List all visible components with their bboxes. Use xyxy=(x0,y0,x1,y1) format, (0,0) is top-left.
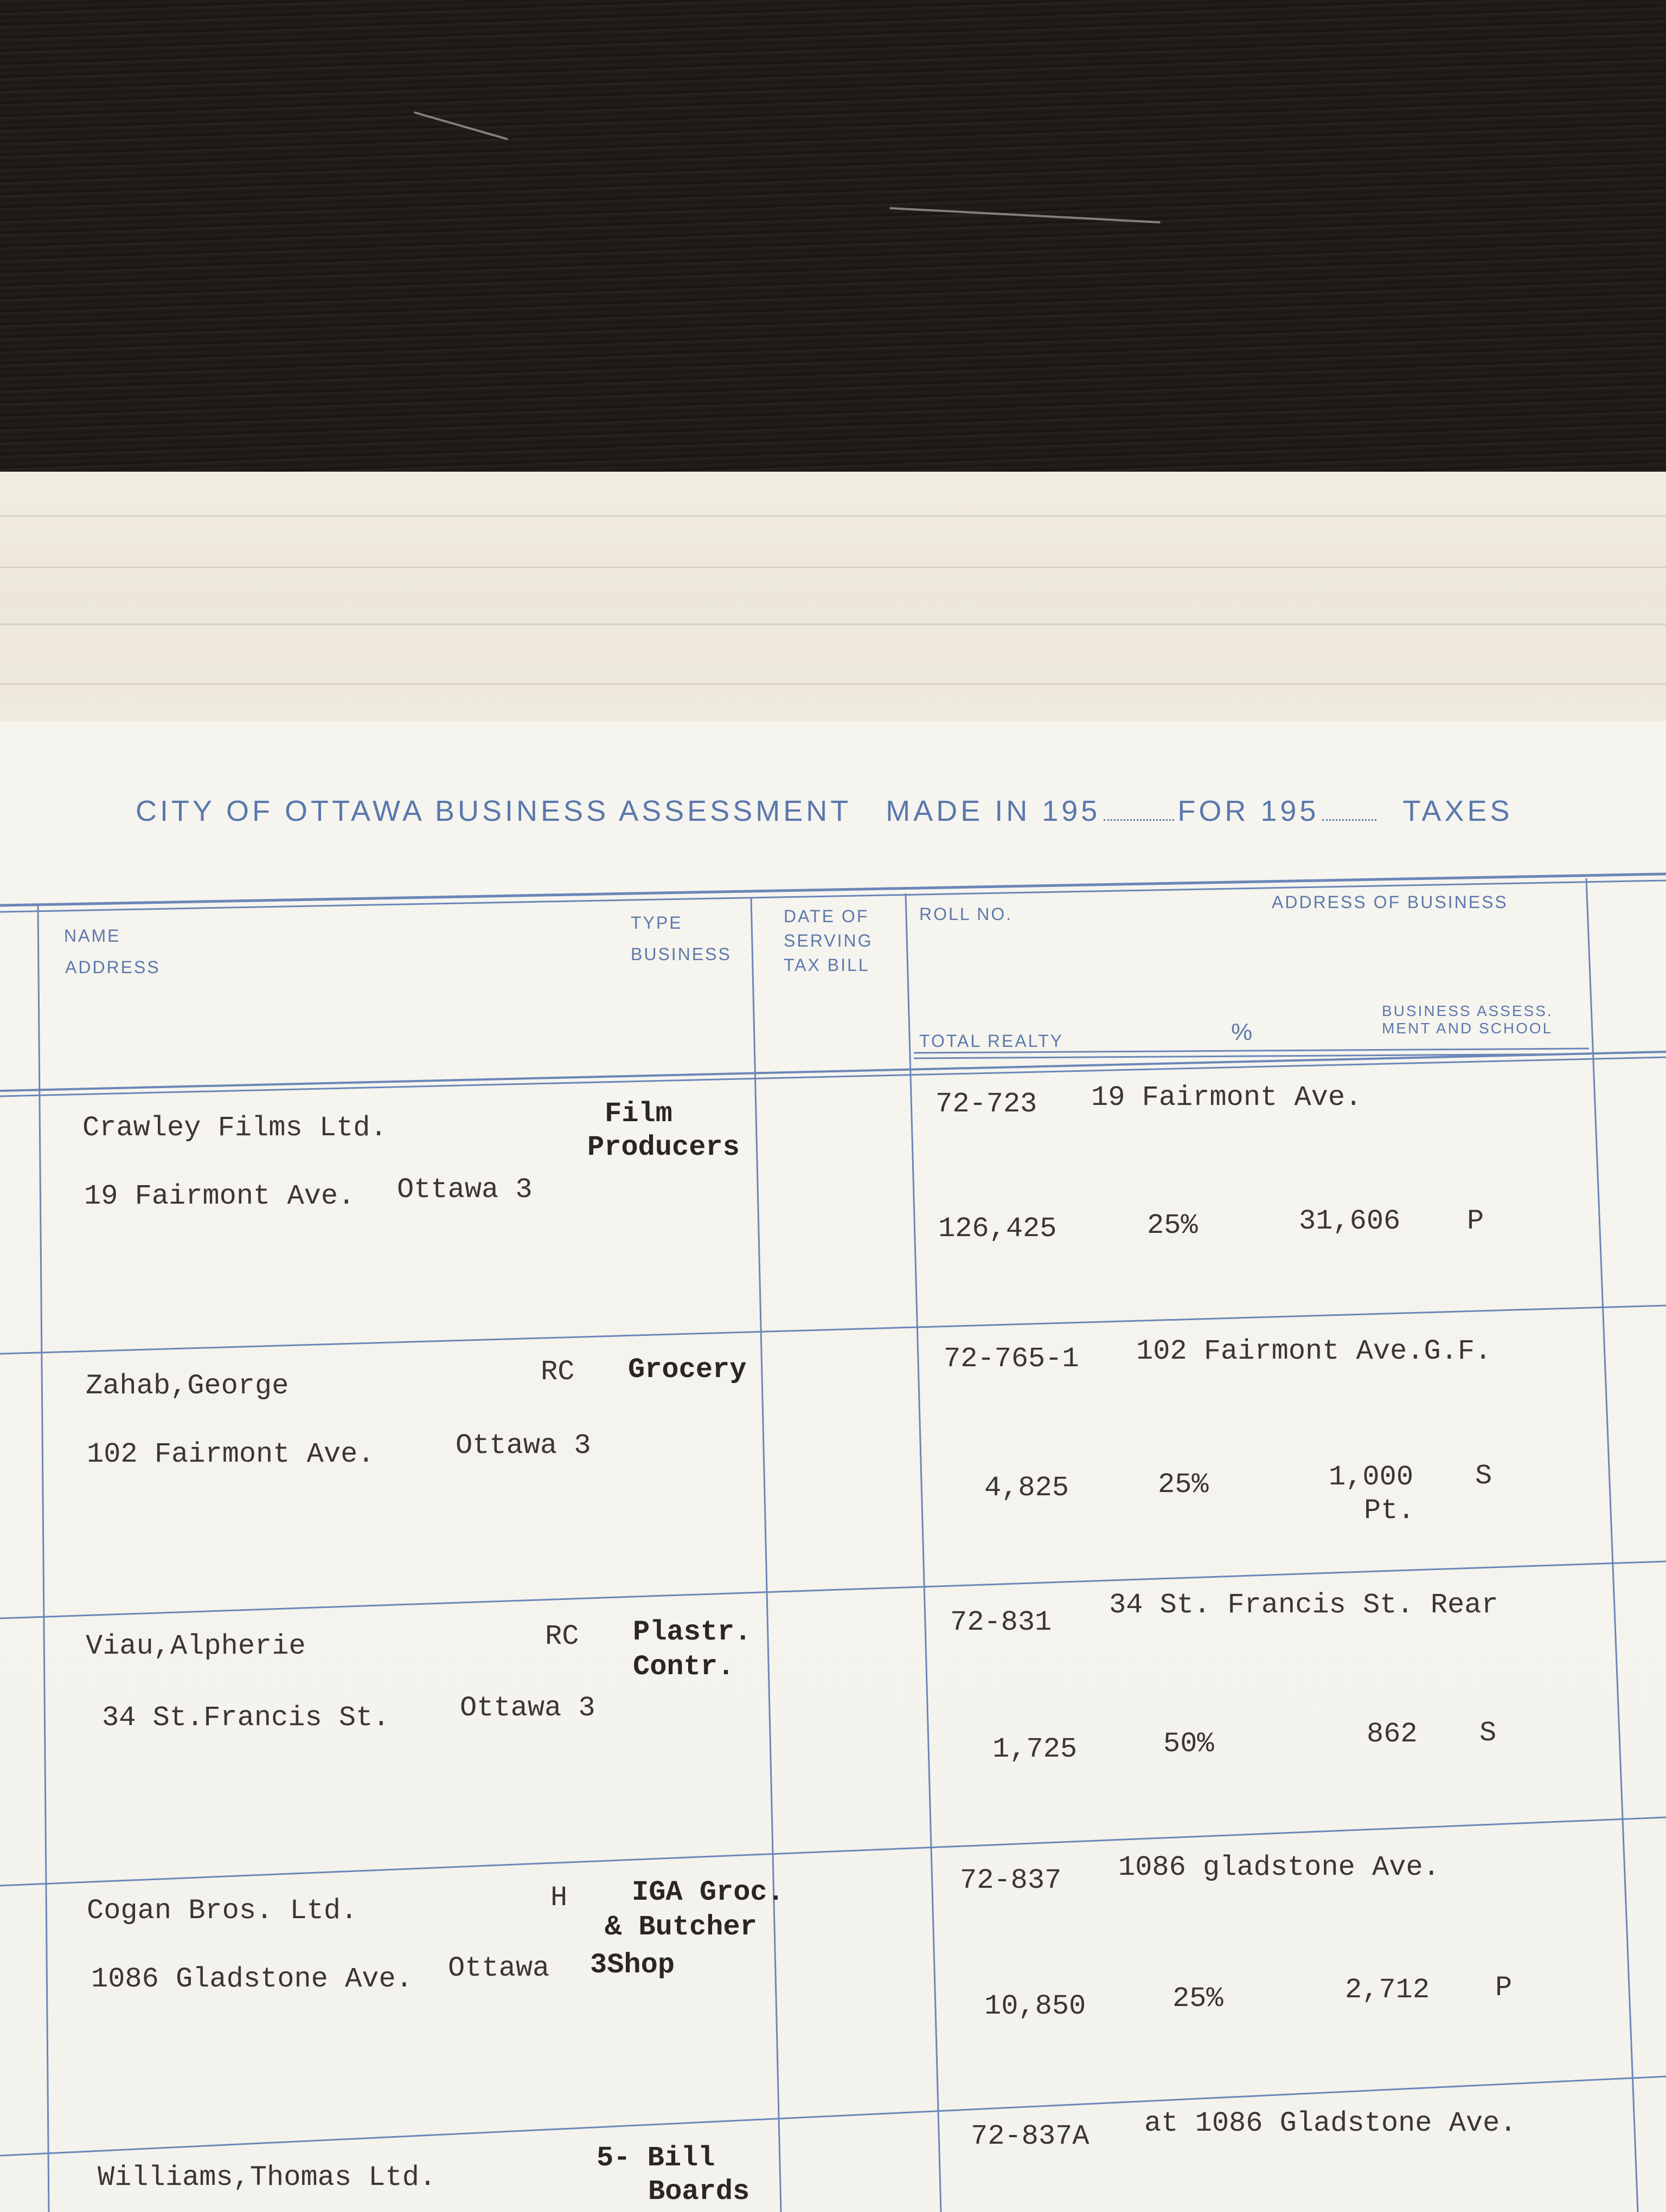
record-city: Ottawa xyxy=(448,1952,550,1984)
record-code: H xyxy=(550,1882,568,1914)
column-header-address-of-business: ADDRESS OF BUSINESS xyxy=(1272,892,1508,912)
record-business-type: IGA Groc. xyxy=(632,1876,784,1908)
title-made: MADE IN 195 xyxy=(886,795,1101,827)
record-roll-no: 72-831 xyxy=(950,1606,1052,1638)
record-name: Zahab,George xyxy=(86,1370,289,1402)
record-name: Viau,Alpherie xyxy=(86,1630,306,1662)
record-address: 102 Fairmont Ave. xyxy=(87,1438,375,1470)
record-assessment: 862 xyxy=(1367,1718,1418,1750)
record-city: Ottawa 3 xyxy=(456,1430,591,1462)
record-name: Williams,Thomas Ltd. xyxy=(98,2162,437,2194)
record-business-type: Plastr. xyxy=(633,1616,752,1648)
record-assessment-note: Pt. xyxy=(1364,1495,1415,1527)
column-header-school: MENT AND SCHOOL xyxy=(1382,1020,1553,1037)
record-business-type: Producers xyxy=(587,1131,740,1163)
record-assessment: 31,606 xyxy=(1299,1205,1401,1237)
record-roll-no: 72-837A xyxy=(971,2120,1090,2152)
record-percent: 25% xyxy=(1147,1210,1198,1242)
title-taxes: TAXES xyxy=(1402,795,1513,827)
column-header-business: BUSINESS xyxy=(631,944,732,964)
record-assessment: 2,712 xyxy=(1345,1974,1430,2006)
column-header-business-assessment: BUSINESS ASSESS. xyxy=(1382,1002,1553,1019)
record-business-type: 3Shop xyxy=(590,1949,675,1981)
record-city: Ottawa 3 xyxy=(397,1174,533,1206)
record-address: 1086 Gladstone Ave. xyxy=(91,1963,413,1995)
record-code: RC xyxy=(541,1356,575,1388)
record-percent: 25% xyxy=(1172,1983,1223,2015)
title-for: FOR 195 xyxy=(1177,795,1319,827)
record-total-realty: 10,850 xyxy=(984,1990,1086,2022)
record-address: 19 Fairmont Ave. xyxy=(84,1180,355,1212)
record-business-type: & Butcher xyxy=(605,1911,757,1943)
column-header-roll-no: ROLL NO. xyxy=(919,904,1013,924)
column-header-percent: % xyxy=(1231,1019,1254,1045)
record-percent: 25% xyxy=(1158,1469,1209,1501)
column-header-name: NAME xyxy=(64,926,121,946)
record-school: S xyxy=(1475,1460,1492,1492)
record-assessment: 1,000 xyxy=(1329,1461,1414,1493)
column-header-type: TYPE xyxy=(631,913,683,933)
title-city: CITY OF OTTAWA BUSINESS ASSESSMENT xyxy=(136,795,852,827)
record-business-address: 34 St. Francis St. Rear xyxy=(1109,1589,1498,1621)
record-code: RC xyxy=(545,1621,579,1652)
record-total-realty: 126,425 xyxy=(938,1213,1057,1245)
column-header-tax-bill: TAX BILL xyxy=(784,955,870,975)
record-address: 34 St.Francis St. xyxy=(102,1702,390,1734)
record-business-type: Boards xyxy=(648,2176,750,2208)
record-business-address: 102 Fairmont Ave.G.F. xyxy=(1136,1335,1492,1367)
column-header-total-realty: TOTAL REALTY xyxy=(919,1031,1063,1051)
record-school: P xyxy=(1467,1205,1484,1237)
record-total-realty: 4,825 xyxy=(984,1472,1069,1504)
record-business-address: 1086 gladstone Ave. xyxy=(1118,1851,1440,1883)
record-school: S xyxy=(1479,1717,1497,1749)
record-business-address: 19 Fairmont Ave. xyxy=(1091,1082,1362,1114)
column-header-address: ADDRESS xyxy=(65,957,161,977)
record-name: Crawley Films Ltd. xyxy=(82,1112,387,1144)
record-roll-no: 72-765-1 xyxy=(944,1343,1079,1375)
record-business-type: 5- Bill xyxy=(597,2142,715,2174)
column-header-serving: SERVING xyxy=(784,931,873,950)
record-business-type: Grocery xyxy=(628,1354,747,1386)
record-roll-no: 72-837 xyxy=(960,1864,1062,1896)
record-business-type: Film xyxy=(605,1098,672,1130)
record-percent: 50% xyxy=(1163,1728,1214,1760)
record-city: Ottawa 3 xyxy=(460,1692,595,1724)
column-header-date-of: DATE OF xyxy=(784,906,869,926)
record-total-realty: 1,725 xyxy=(992,1733,1078,1765)
record-business-address: at 1086 Gladstone Ave. xyxy=(1144,2107,1517,2139)
record-school: P xyxy=(1495,1972,1513,2004)
record-roll-no: 72-723 xyxy=(935,1088,1037,1120)
record-name: Cogan Bros. Ltd. xyxy=(87,1895,358,1927)
record-business-type: Contr. xyxy=(633,1651,735,1683)
